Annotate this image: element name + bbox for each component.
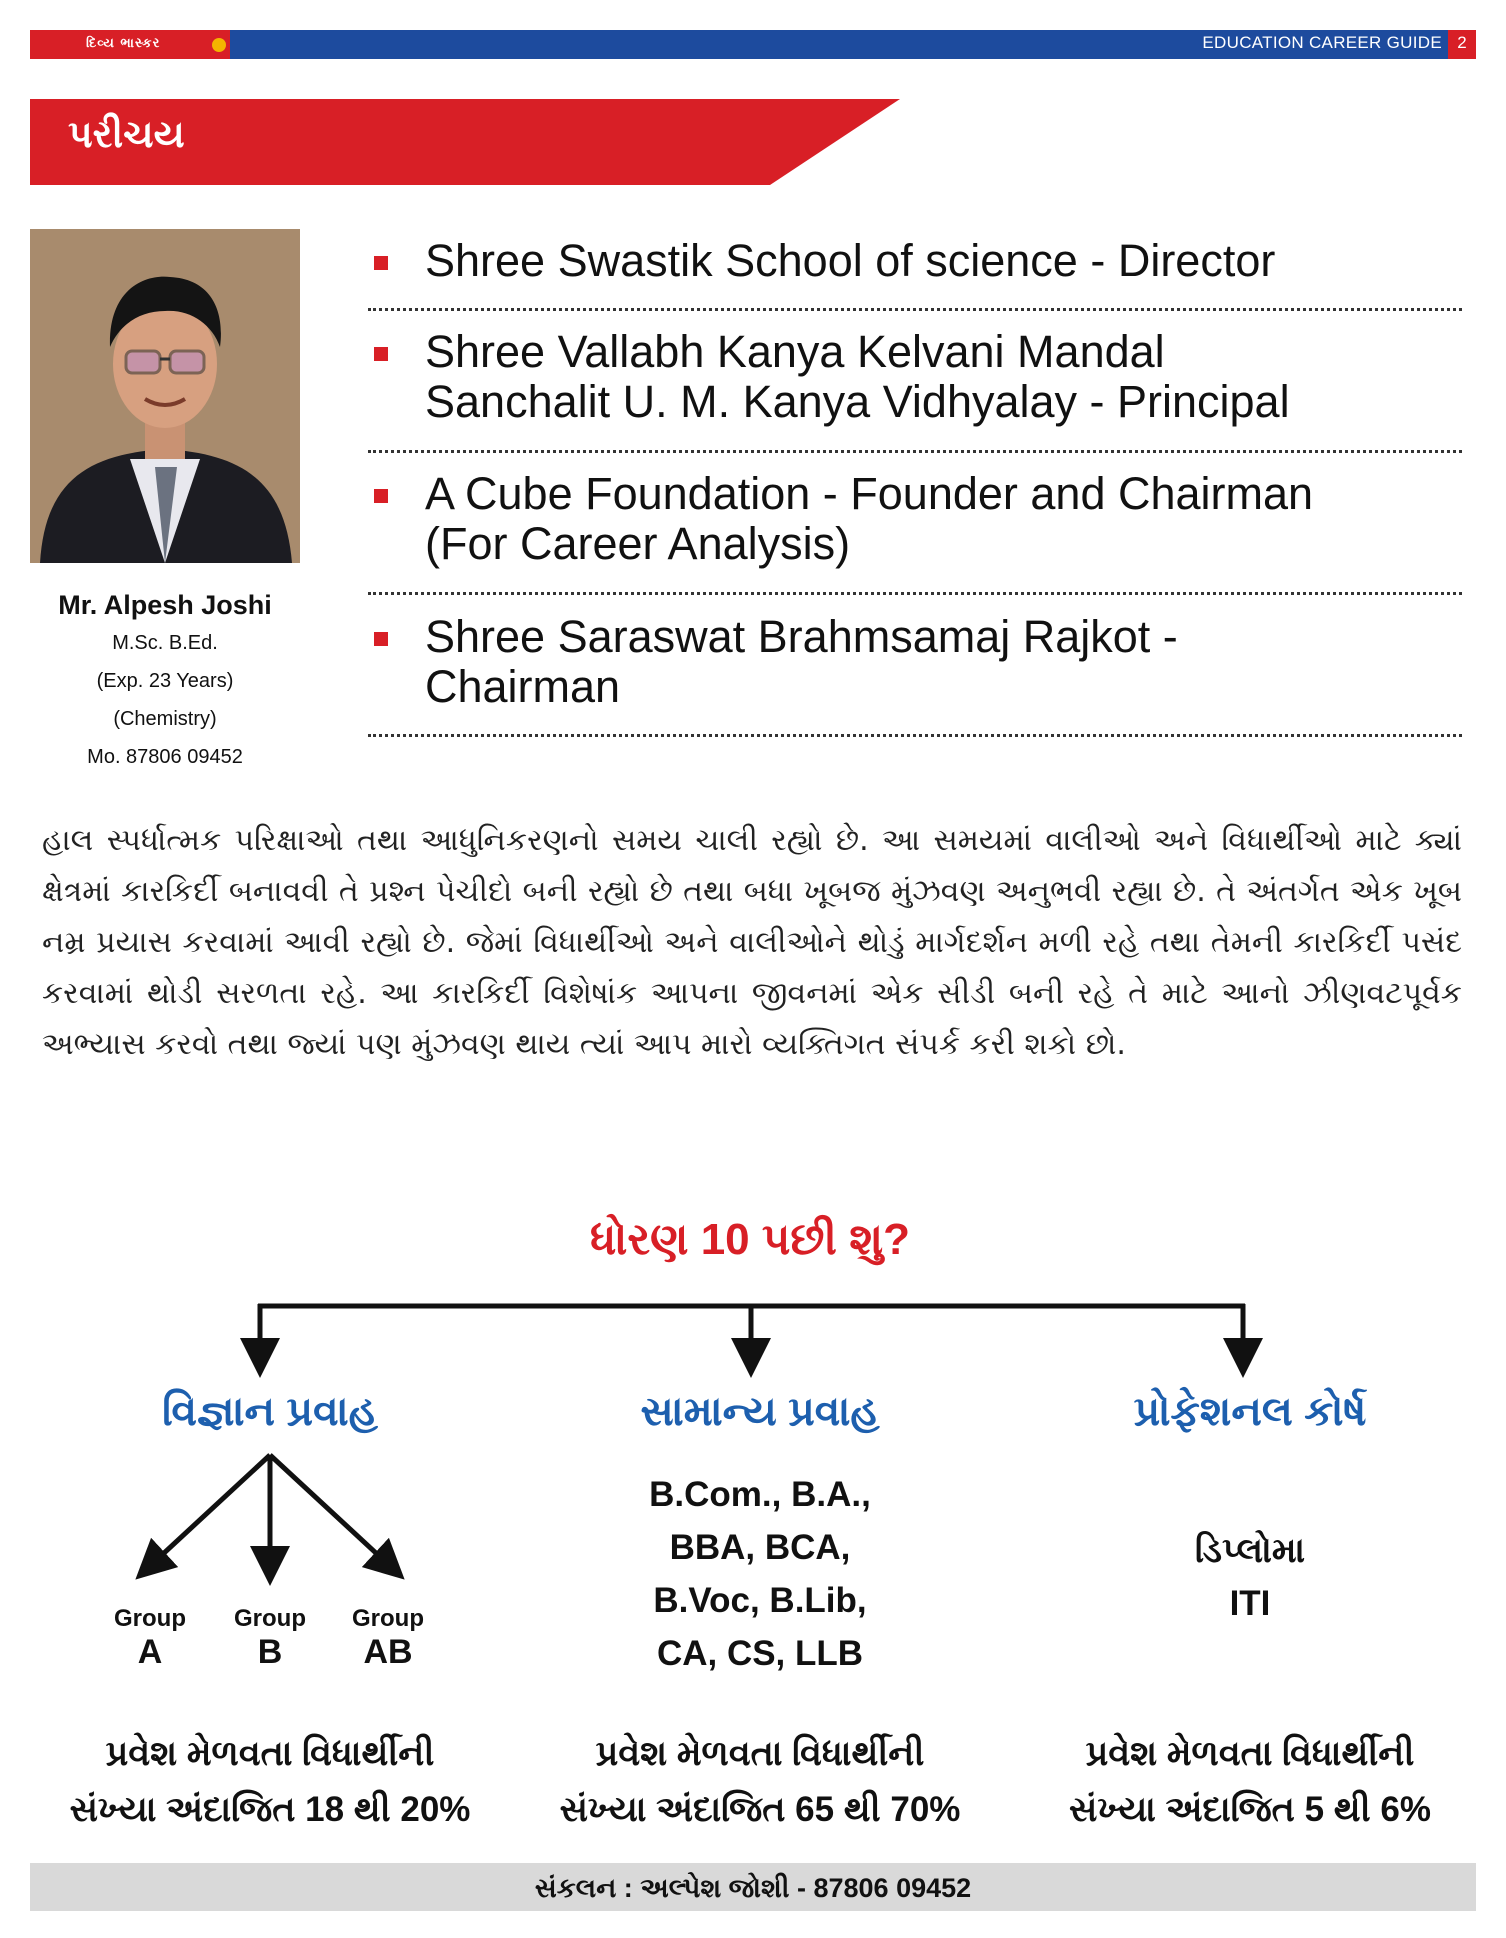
general-stream-label: સામાન્ય પ્રવાહ: [640, 1388, 880, 1434]
general-stat: [520, 1726, 1000, 1838]
flow-title: ધોરણ 10 પછી શુ?: [589, 1215, 911, 1264]
role-3: [425, 469, 1465, 569]
sun-logo-icon: [212, 38, 226, 52]
general-courses: [560, 1468, 960, 1680]
footer-credit: સંકલન : અલ્પેશ જોશી - 87806 09452: [534, 1873, 972, 1903]
role-3-line1: A Cube Foundation - Founder and Chairman: [425, 468, 1314, 519]
group-a-letter: A: [137, 1633, 163, 1671]
group-word: Group: [352, 1605, 424, 1632]
science-stat-line2: સંખ્યા અંદાજિત 18 થી 20%: [69, 1790, 471, 1829]
intro-paragraph: હાલ સ્પર્ધાત્મક પરિક્ષાઓ તથા આધુનિકરણનો સમય ચાલી રહ્યો છે. આ સમયમાં વાલીઓ અને વિધાર્થીઓ માટે ક્યાં ક્ષેત્રમાં કારકિર્દી બનાવવી તે પ્રશ્ન પેચીદો બની રહ્યો છે તથા બધા ખૂબજ મુંઝવણ અનુભવી રહ્યા છે. તે અંતર્ગત એક ખૂબ નમ્ર પ્રયાસ કરવામાં આવી રહ્યો છે. જેમાં વિધાર્થીઓ અને વાલીઓને થોડું માર્ગદર્શન મળી રહે તથા તેમની કારકિર્દી પસંદ કરવામાં થોડી સરળતા રહે. આ કારકિર્દી વિશેષાંક આપના જીવનમાં એક સીડી બની રહે તે માટે આનો ઝીણવટપૂર્વક અભ્યાસ કરવો તથા જ્યાં પણ મુંઝવણ થાય ત્યાં આપ મારો વ્યક્તિગત સંપર્ક કરી શકો છો.: [42, 823, 1462, 1062]
page-number: 2: [1457, 33, 1467, 52]
course-line: ડિપ્લોમા: [1194, 1531, 1306, 1570]
newspaper-logo: દિવ્ય ભાસ્કર: [86, 36, 161, 51]
science-group-arrows: [150, 1455, 390, 1566]
divider: [368, 450, 1462, 453]
role-4-line2: Chairman: [425, 661, 621, 712]
group-word: Group: [114, 1605, 186, 1632]
group-b-letter: B: [257, 1633, 283, 1671]
group-b: [215, 1605, 325, 1672]
general-stat-line2: સંખ્યા અંદાજિત 65 થી 70%: [559, 1790, 961, 1829]
role-2-line1: Shree Vallabh Kanya Kelvani Mandal: [425, 326, 1165, 377]
role-3-line2: (For Career Analysis): [425, 518, 851, 569]
general-stat-line1: પ્રવેશ મેળવતા વિધાર્થીની: [595, 1734, 925, 1773]
divider: [368, 308, 1462, 311]
top-branch-lines: [258, 1304, 1245, 1358]
course-line: B.Com., B.A.,: [649, 1475, 871, 1514]
section-title: પરીચય: [68, 112, 185, 156]
profile-experience: (Exp. 23 Years): [96, 670, 234, 692]
professional-stat: [1010, 1726, 1490, 1838]
role-1: [425, 236, 1465, 286]
role-2-line2: Sanchalit U. M. Kanya Vidhyalay - Principal: [425, 376, 1290, 427]
professional-stat-line1: પ્રવેશ મેળવતા વિધાર્થીની: [1085, 1734, 1415, 1773]
professional-stream-label: પ્રોફેશનલ કોર્ષ: [1133, 1388, 1367, 1434]
group-ab: [333, 1605, 443, 1672]
role-4-line1: Shree Saraswat Brahmsamaj Rajkot -: [425, 611, 1178, 662]
profile-mobile: Mo. 87806 09452: [87, 746, 243, 768]
role-1-line1: Shree Swastik School of science - Director: [425, 235, 1276, 286]
professional-stat-line2: સંખ્યા અંદાજિત 5 થી 6%: [1069, 1790, 1431, 1829]
group-a: [95, 1605, 205, 1672]
profile-subject: (Chemistry): [113, 708, 217, 730]
guide-title: EDUCATION CAREER GUIDE: [1202, 33, 1442, 52]
divider: [368, 734, 1462, 737]
role-4: [425, 612, 1465, 712]
science-stream-label: વિજ્ઞાન પ્રવાહ: [162, 1388, 378, 1434]
professional-courses: [1050, 1524, 1450, 1630]
role-2: [425, 327, 1465, 427]
bullet-icon: [374, 632, 388, 646]
course-line: B.Voc, B.Lib,: [653, 1581, 867, 1620]
bullet-icon: [374, 347, 388, 361]
course-line: BBA, BCA,: [669, 1528, 851, 1567]
divider: [368, 592, 1462, 595]
group-ab-letter: AB: [363, 1633, 413, 1671]
profile-photo: [30, 229, 300, 563]
course-line: ITI: [1229, 1584, 1271, 1623]
bullet-icon: [374, 256, 388, 270]
bullet-icon: [374, 489, 388, 503]
science-stat-line1: પ્રવેશ મેળવતા વિધાર્થીની: [105, 1734, 435, 1773]
group-word: Group: [234, 1605, 306, 1632]
profile-name: Mr. Alpesh Joshi: [58, 590, 272, 620]
profile-qualification: M.Sc. B.Ed.: [112, 632, 218, 654]
science-stat: [40, 1726, 500, 1838]
course-line: CA, CS, LLB: [656, 1634, 864, 1673]
